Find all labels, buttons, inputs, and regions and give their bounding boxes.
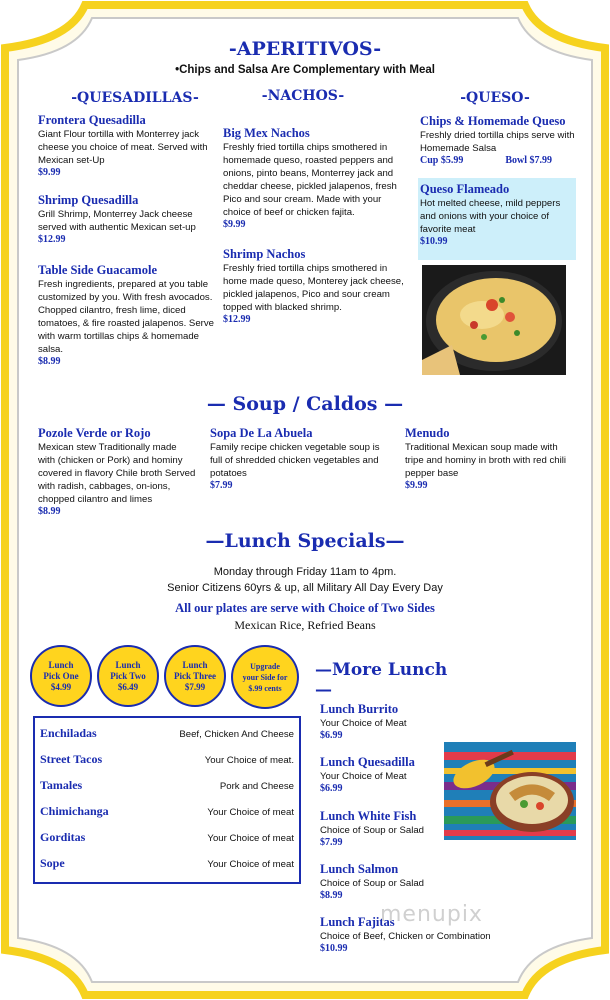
item-name: Frontera Quesadilla [38, 113, 146, 127]
lunch-pick-three-badge [164, 645, 226, 707]
item-description: Freshly dried tortilla chips serve with Homemade Salsa [420, 130, 575, 154]
list-item [40, 752, 294, 767]
lunch-hours: Monday through Friday 11am to 4pm. [213, 566, 397, 578]
item-price-cup: Cup $5.99 [420, 155, 464, 166]
badge-price: $6.49 [117, 681, 139, 692]
lunch-item-name: Tamales [40, 778, 83, 792]
item-price: $7.99 [320, 837, 343, 848]
item-name: Pozole Verde or Rojo [38, 426, 151, 440]
taco-plate-photo [444, 742, 576, 840]
item-name: Sopa De La Abuela [210, 426, 313, 440]
menu-item [210, 426, 382, 491]
item-price: $9.99 [38, 167, 61, 178]
lunch-item-desc: Your Choice of meat [207, 833, 294, 844]
item-price: $12.99 [38, 234, 66, 245]
item-price: $8.99 [38, 356, 61, 367]
item-price-bowl: Bowl $7.99 [505, 155, 552, 166]
soup-heading: — Soup / Caldos — [206, 393, 404, 415]
item-name: Big Mex Nachos [223, 126, 310, 140]
item-name: Lunch Quesadilla [320, 755, 415, 769]
lunch-item-desc: Your Choice of meat [207, 859, 294, 870]
upgrade-side-badge [231, 645, 299, 709]
queso-heading: -QUESO- [460, 90, 530, 106]
item-price: $9.99 [223, 219, 246, 230]
sides-title: All our plates are serve with Choice of Two Sides [175, 601, 435, 615]
lunch-item-name: Street Tacos [40, 752, 103, 766]
item-description: Giant Flour tortilla with Monterrey jack cheese you choice of meat. Served with Mexican set-Up [38, 129, 208, 166]
lunch-item-name: Enchiladas [40, 726, 97, 740]
page-title: -APERITIVOS- [228, 38, 382, 60]
item-price: $12.99 [223, 314, 251, 325]
item-name: Lunch White Fish [320, 809, 417, 823]
menu-item [420, 182, 574, 247]
list-item [40, 726, 294, 741]
item-name: Queso Flameado [420, 182, 510, 196]
lunch-pick-two-badge [97, 645, 159, 707]
item-price: $6.99 [320, 730, 343, 741]
item-description: Choice of Soup or Salad [320, 825, 424, 836]
item-price: $7.99 [210, 480, 233, 491]
lunch-item-desc: Beef, Chicken And Cheese [179, 729, 294, 740]
item-description: Your Choice of Meat [320, 771, 407, 782]
watermark: menupix [380, 902, 483, 927]
lunch-seniors: Senior Citizens 60yrs & up, all Military All Day Every Day [167, 582, 443, 594]
menu-item [223, 247, 405, 325]
badge-price: $4.99 [50, 681, 72, 692]
item-name: Lunch Salmon [320, 862, 399, 876]
menu-item [38, 113, 216, 178]
item-name: Chips & Homemade Queso [420, 114, 566, 128]
item-description: Your Choice of Meat [320, 718, 407, 729]
sides-list: Mexican Rice, Refried Beans [234, 618, 376, 632]
menu-item [223, 126, 405, 230]
item-description: Family recipe chicken vegetable soup is full of shredded chicken vegetables and potatoes [210, 442, 380, 479]
badge-line: Pick Three [174, 670, 216, 681]
page-subtitle: •Chips and Salsa Are Complementary with Meal [175, 64, 435, 76]
badge-line: your Side for [242, 672, 288, 682]
badge-line: Pick Two [110, 670, 146, 681]
lunch-item-desc: Your Choice of meat. [204, 755, 294, 766]
item-price: $10.99 [320, 943, 348, 954]
item-description: Fresh ingredients, prepared at you table customized by you. With fresh avocados. Chopped cilantro, fresh lime, diced tomatoes, & fire roasted jalapenos. Serve with warm tortillas chips & homemade salsa. [38, 279, 214, 355]
badge-line: Upgrade [250, 661, 280, 671]
item-price: $10.99 [420, 236, 448, 247]
list-item [40, 830, 294, 845]
badge-price: $7.99 [184, 681, 206, 692]
quesadillas-heading: -QUESADILLAS- [71, 90, 199, 106]
item-price: $6.99 [320, 783, 343, 794]
menu-item [320, 862, 500, 901]
lunch-item-name: Chimichanga [40, 804, 109, 818]
item-price: $9.99 [405, 480, 428, 491]
item-description: Mexican stew Traditionally made with (chicken or Pork) and hominy covered in flavory Chile broth Served with radish, cabbages, on-ions, chopped cilantro and limes [38, 442, 196, 505]
lunch-items-box [33, 716, 301, 884]
lunch-item-name: Sope [40, 856, 65, 870]
item-name: Lunch Burrito [320, 702, 399, 716]
more-lunch-heading: —More Lunch— [315, 660, 448, 700]
badge-line: Pick One [43, 670, 79, 681]
item-description: Choice of Soup or Salad [320, 878, 424, 889]
item-name: Lunch Fajitas [320, 915, 395, 929]
item-name: Shrimp Quesadilla [38, 193, 139, 207]
lunch-pick-one-badge [30, 645, 92, 707]
queso-dish-photo [422, 265, 566, 375]
nachos-heading: -NACHOS- [261, 88, 345, 104]
item-description: Freshly fried tortilla chips smothered in home made queso, Monterey jack cheese, pickled jalapenos, Pico and sour cream topped with blacked shrimp. [223, 263, 404, 313]
list-item [40, 778, 294, 793]
item-name: Shrimp Nachos [223, 247, 306, 261]
item-description: Hot melted cheese, mild peppers and onions with your choice of favorite meat [420, 198, 561, 235]
badge-line: Lunch [48, 659, 74, 670]
menu-item [38, 193, 216, 245]
badge-line: Lunch [115, 659, 141, 670]
menu-item [420, 114, 576, 166]
lunch-item-desc: Pork and Cheese [219, 781, 294, 792]
badge-price: $.99 cents [248, 683, 282, 693]
list-item [40, 856, 294, 871]
lunch-heading: —Lunch Specials— [205, 530, 405, 552]
item-price: $8.99 [320, 890, 343, 901]
list-item [40, 804, 294, 819]
item-description: Grill Shrimp, Monterrey Jack cheese served with authentic Mexican set-up [38, 209, 196, 233]
item-description: Freshly fried tortilla chips smothered in homemade queso, roasted peppers and onions, pinto beans, Monterrey jack and cheddar cheese, pickled jalapenos, fresh Pico and sour cream. Made with your choice of beef or chicken fajita. [223, 142, 397, 218]
lunch-item-name: Gorditas [40, 830, 86, 844]
lunch-item-desc: Your Choice of meat [207, 807, 294, 818]
item-name: Table Side Guacamole [38, 263, 157, 277]
menu-item [38, 263, 216, 367]
badge-line: Lunch [182, 659, 208, 670]
menu-item [38, 426, 196, 517]
menu-item [320, 702, 500, 741]
item-price: $8.99 [38, 506, 61, 517]
item-name: Menudo [405, 426, 450, 440]
item-description: Traditional Mexican soup made with tripe and hominy in broth with red chili pepper base [405, 442, 567, 479]
item-description: Choice of Beef, Chicken or Combination [320, 931, 491, 942]
menu-item [405, 426, 575, 491]
